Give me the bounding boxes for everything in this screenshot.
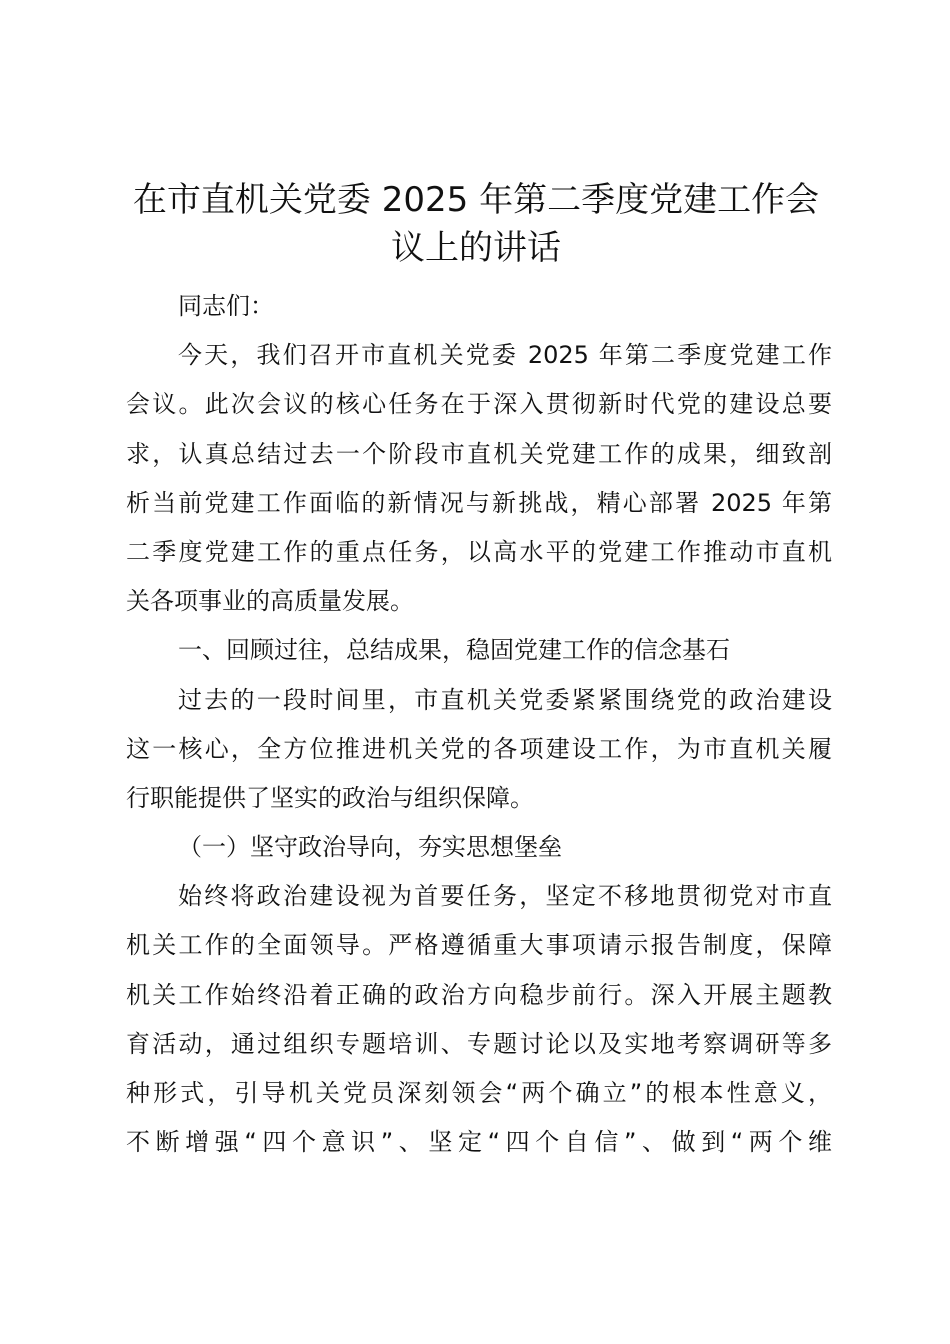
paragraph-line: 二季度党建工作的重点任务，以高水平的党建工作推动市直机 [126, 537, 832, 566]
paragraph-line: 行职能提供了坚实的政治与组织保障。 [126, 783, 534, 812]
paragraph-line: 析当前党建工作面临的新情况与新挑战，精心部署 2025 年第 [126, 488, 832, 517]
document-title [120, 176, 832, 272]
paragraph-line: 关各项事业的高质量发展。 [126, 587, 414, 616]
paragraph-line: 这一核心，全方位推进机关党的各项建设工作，为市直机关履 [126, 734, 832, 763]
paragraph-line: 种形式，引导机关党员深刻领会“两个确立”的根本性意义， [126, 1079, 832, 1107]
paragraph-line: 不断增强“四个意识”、坚定“四个自信”、做到“两个维 [126, 1128, 832, 1157]
salutation: 同志们： [178, 292, 274, 320]
paragraph-line: 育活动，通过组织专题培训、专题讨论以及实地考察调研等多 [126, 1029, 832, 1058]
paragraph-line: 求，认真总结过去一个阶段市直机关党建工作的成果，细致剖 [126, 439, 832, 468]
paragraph-line: 机关工作始终沿着正确的政治方向稳步前行。深入开展主题教 [126, 980, 832, 1009]
subsection-heading: （一）坚守政治导向，夯实思想堡垒 [178, 833, 562, 862]
paragraph-line: 机关工作的全面领导。严格遵循重大事项请示报告制度，保障 [126, 931, 832, 960]
paragraph-line: 会议。此次会议的核心任务在于深入贯彻新时代党的建设总要 [126, 390, 832, 419]
title-line-1: 在市直机关党委 2025 年第二季度党建工作会 [132, 180, 820, 220]
section-heading: 一、回顾过往，总结成果，稳固党建工作的信念基石 [178, 636, 730, 665]
paragraph-line: 过去的一段时间里，市直机关党委紧紧围绕党的政治建设 [178, 685, 832, 714]
title-line-2: 议上的讲话 [391, 228, 561, 268]
paragraph-line: 始终将政治建设视为首要任务，坚定不移地贯彻党对市直 [178, 882, 832, 911]
document-body [126, 282, 832, 1167]
paragraph-line: 今天，我们召开市直机关党委 2025 年第二季度党建工作 [178, 341, 832, 370]
